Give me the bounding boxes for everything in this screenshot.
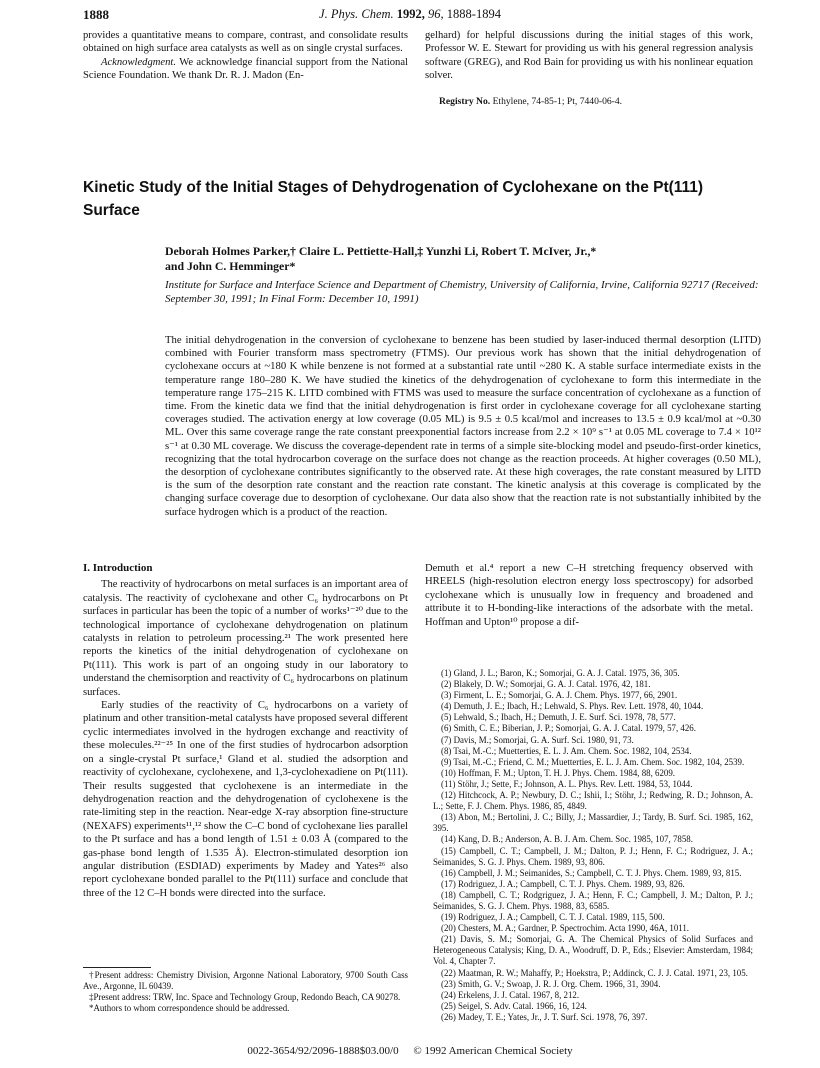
footnote: *Authors to whom correspondence should be addressed. (89, 1003, 290, 1013)
reference-item: (18) Campbell, C. T.; Rodgriguez, J. A.; Henn, F. C.; Campbell, J. M.; Dalton, P. J.; Seimanides, S. G. J. Chem. Phys. 1988, 83, 6585. (433, 889, 753, 911)
reference-item: (20) Chesters, M. A.; Gardner, P. Spectrochim. Acta 1990, 46A, 1011. (441, 923, 690, 934)
journal-pages: 1888-1894 (446, 7, 501, 21)
reference-item: (24) Erkelens, J. J. Catal. 1967, 8, 212. (441, 989, 580, 1000)
reference-item: (22) Maatman, R. W.; Mahaffy, P.; Hoekstra, P.; Addinck, C. J. J. Catal. 1971, 23, 105. (441, 967, 748, 978)
acknowledgment-text: We acknowledge financial support from the National Science Foundation. We thank Dr. R. J. Madon (En- (83, 56, 408, 82)
acknowledgment-paragraph (83, 56, 408, 83)
author-list (165, 244, 775, 274)
reference-item: (23) Smith, G. V.; Swoap, J. R. J. Org. Chem. 1966, 31, 3904. (441, 978, 661, 989)
acknowledgment-heading: Acknowledgment. (101, 56, 177, 68)
journal-header (0, 7, 820, 22)
reference-item: (17) Rodriguez, J. A.; Campbell, C. T. J. Phys. Chem. 1989, 93, 826. (441, 878, 685, 889)
reference-item: (10) Hoffman, F. M.; Upton, T. H. J. Phys. Chem. 1984, 88, 6209. (441, 767, 675, 778)
article-code: 0022-3654/92/2096-1888$03.00/0 (247, 1045, 399, 1057)
references-list (425, 668, 753, 1023)
abstract: The initial dehydrogenation in the conversion of cyclohexane to benzene has been studied by laser-induced thermal desorption (LITD) combined with Fourier transform mass spectrometry (FTMS). Our previous work has shown that the initial dehydrogenation of cyclohexane occurs at ~180 K while benzene is not formed at a substantial rate until ~280 K. A stable surface intermediate exists in the temperature range 180–280 K. We have studied the kinetics of the dehydrogenation of cyclohexane to form this intermediate in the temperature range 175–215 K. LITD combined with FTMS was used to measure the surface concentration of cyclohexane as a function of time. From the kinetic data we find that the initial dehydrogenation is first order in cyclohexane coverage for all cyclohexane starting coverages studied. The activation energy at low coverage (0.05 ML) is 9.5 ± 0.5 kcal/mol and increases to 13.5 ± 0.9 kcal/mol at ~0.30 ML. Over this same coverage range the rate constant preexponential factors increase from 2.2 × 10⁹ s⁻¹ at 0.05 ML coverage to 7.4 × 10¹² s⁻¹ at 0.30 ML coverage. We discuss the coverage-dependent rate in terms of a simple site-blocking model and pseudo-first-order kinetics, recognizing that the total hydrocarbon coverage on the surface does not change as the reaction proceeds. At higher coverages (0.50 ML), the desorption of cyclohexane contributes significantly to the observed rate. At these high coverages, the rate constant measured by LITD is the sum of the desorption rate constant and the reaction rate constant. The kinetic analysis at this coverage is complicated by the changing surface coverage due to desorption of cyclohexane. Our data also show that the reaction rate is not substantially inhibited by the surface hydrogen which is a product of the reaction. (165, 334, 761, 518)
authors-line: and John C. Hemminger* (165, 259, 296, 273)
affiliation: Institute for Surface and Interface Science and Department of Chemistry, University of California, Irvine, California 92717 (Received: September 30, 1991; In Final Form: December 10, 1991) (165, 279, 759, 305)
previous-article-right-column (425, 29, 753, 108)
journal-year: 1992, (396, 7, 425, 21)
reference-item: (9) Tsai, M.-C.; Friend, C. M.; Muetterties, E. L. J. Am. Chem. Soc. 1982, 104, 2539. (441, 756, 745, 767)
reference-item: (16) Campbell, J. M.; Seimanides, S.; Campbell, C. T. J. Phys. Chem. 1989, 93, 815. (441, 867, 742, 878)
reference-item: (1) Gland, J. L.; Baron, K.; Somorjai, G. A. J. Catal. 1975, 36, 305. (441, 668, 680, 678)
acknowledgment-continued: gelhard) for helpful discussions during the initial stages of this work, Professor W. E. Stewart for providing us with his general regression analysis software (GREG), and Rod Bain for providing us with his nonlinear equation solver. (425, 30, 753, 82)
reference-item: (4) Demuth, J. E.; Ibach, H.; Lehwald, S. Phys. Rev. Lett. 1978, 40, 1044. (441, 701, 704, 712)
journal-volume: 96, (428, 7, 444, 21)
previous-article-paragraph: provides a quantitative means to compare, contrast, and consolidate results obtained on high surface area catalysts as well as on single crystal surfaces. (83, 30, 408, 55)
reference-item: (26) Madey, T. E.; Yates, Jr., J. T. Surf. Sci. 1978, 76, 397. (441, 1011, 648, 1022)
footnotes (83, 970, 408, 1014)
reference-item: (21) Davis, S. M.; Somorjai, G. A. The Chemical Physics of Solid Surfaces and Heterogeneous Catalysis; King, D. A., Woodruff, D. P., Eds.; Elsevier: Amsterdam, 1984; Vol. 4, Chapter 7. (433, 934, 753, 967)
reference-item: (13) Abon, M.; Bertolini, J. C.; Billy, J.; Massardier, J.; Tardy, B. Surf. Sci. 1985, 162, 395. (433, 812, 753, 834)
footnote: †Present address: Chemistry Division, Argonne National Laboratory, 9700 South Cass Ave., Argonne, IL 60439. (83, 970, 408, 991)
footnote-divider (83, 967, 151, 968)
authors-line: Deborah Holmes Parker,† Claire L. Pettiette-Hall,‡ Yunzhi Li, Robert T. McIver, Jr.,* (165, 244, 597, 258)
body-left-column (83, 562, 408, 900)
intro-paragraph-continued: Demuth et al.⁴ report a new C–H stretching frequency observed with HREELS (high-resolution electron energy loss spectroscopy) for adsorbed cyclohexane which is unusually low in frequency and broadened and attribute it to H-bonding-like interactions of the adsorbate with the metal. Hoffman and Upton¹⁰ propose a dif- (425, 563, 753, 628)
registry-text: Ethylene, 74-85-1; Pt, 7440-06-4. (492, 95, 623, 107)
reference-item: (3) Firment, L. E.; Somorjai, G. A. J. Chem. Phys. 1977, 66, 2901. (441, 690, 678, 701)
reference-item: (12) Hitchcock, A. P.; Newbury, D. C.; Ishii, I.; Stöhr, J.; Redwing, R. D.; Johnson, A. L.; Sette, F. J. Chem. Phys. 1986, 85, 4849. (433, 790, 753, 812)
registry-heading: Registry No. (439, 95, 491, 107)
reference-item: (19) Rodriguez, J. A.; Campbell, C. T. J. Catal. 1989, 115, 500. (441, 912, 665, 923)
reference-item: (8) Tsai, M.-C.; Muetterties, E. L. J. Am. Chem. Soc. 1982, 104, 2534. (441, 745, 692, 756)
reference-item: (11) Stöhr, J.; Sette, F.; Johnson, A. L. Phys. Rev. Lett. 1984, 53, 1044. (441, 778, 693, 789)
registry-numbers (425, 95, 753, 108)
body-right-column (425, 562, 753, 629)
reference-item: (14) Kang, D. B.; Anderson, A. B. J. Am. Chem. Soc. 1985, 107, 7858. (441, 834, 693, 845)
section-heading: I. Introduction (83, 562, 153, 574)
reference-item: (25) Seigel, S. Adv. Catal. 1966, 16, 124. (441, 1000, 587, 1011)
page-number: 1888 (83, 7, 109, 22)
footnote: ‡Present address: TRW, Inc. Space and Technology Group, Redondo Beach, CA 90278. (89, 992, 401, 1002)
intro-paragraph-1: The reactivity of hydrocarbons on metal surfaces is an important area of catalysis. The reactivity of cyclohexane and other C₆ hydrocarbons on Pt surfaces in particular has been the topic of a number of works¹⁻²⁰ due to the technological importance of cyclohexane dehydrogenation on platinum catalysts in relation to petroleum processing.²¹ The work presented here reports the kinetics of the initial dehydrogenation of cyclohexane on Pt(111). This work is part of an ongoing study in our laboratory to understand the chemisorption and reactivity of C₆ hydrocarbons on platinum surfaces. (83, 579, 408, 698)
page-footer (0, 1045, 820, 1057)
journal-name: J. Phys. Chem. (319, 7, 394, 21)
reference-item: (15) Campbell, C. T.; Campbell, J. M.; Dalton, P. J.; Henn, F. C.; Rodriguez, J. A.; Seimanides, S. G. J. Phys. Chem. 1989, 93, 806. (433, 845, 753, 867)
reference-item: (6) Smith, C. E.; Biberian, J. P.; Somorjai, G. A. J. Catal. 1979, 57, 426. (441, 723, 696, 734)
reference-item: (2) Blakely, D. W.; Somorjai, G. A. J. Catal. 1976, 42, 181. (441, 679, 651, 690)
reference-item: (7) Davis, M.; Somorjai, G. A. Surf. Sci. 1980, 91, 73. (441, 734, 634, 745)
previous-article-left-column (83, 29, 408, 83)
reference-item: (5) Lehwald, S.; Ibach, H.; Demuth, J. E. Surf. Sci. 1978, 78, 577. (441, 712, 676, 723)
article-title: Kinetic Study of the Initial Stages of Dehydrogenation of Cyclohexane on the Pt(111) Surface (83, 179, 704, 219)
copyright-notice: © 1992 American Chemical Society (413, 1045, 573, 1057)
intro-paragraph-2: Early studies of the reactivity of C₆ hydrocarbons on a variety of platinum and other transition-metal catalysts have proposed several different cyclic intermediates involved in the hydrogen exchange and reactivity of these molecules.²²⁻²⁵ In one of the first studies of hydrocarbon adsorption on a single-crystal Pt surface,¹ Gland et al. studied the adsorption and reactivity of cyclohexane, cyclohexene, and 1,3-cyclohexadiene on Pt(111). Their results suggested that cyclohexene is an intermediate in the dehydrogenation reaction and the dehydrogenation of cyclohexene is the rate-limiting step in the reaction. Near-edge X-ray absorption fine-structure (NEXAFS) experiments¹¹,¹² show the C–C bond of cyclohexane lies parallel to the Pt surface and has a bond length of 1.51 ± 0.03 Å (compared to the gas-phase bond length of 1.535 Å). Electron-stimulated desorption ion angular distribution (ESDIAD) experiments by Madey and Yates²⁶ also report cyclohexane bonded parallel to the Pt(111) surface and conclude that three of the 12 C–H bonds were directed into the surface. (83, 700, 408, 899)
